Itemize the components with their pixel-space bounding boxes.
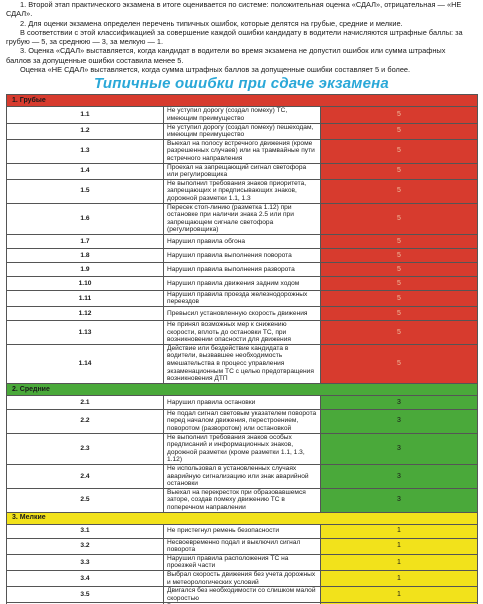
- table-row: [7, 123, 478, 139]
- row-description: Не пристегнул ремень безопасности: [164, 524, 321, 538]
- row-description: Не уступил дорогу (создал помеху) пешеходам, имеющим преимущество: [164, 123, 321, 139]
- row-description: Несвоевременно подал и выключил сигнал поворота: [164, 538, 321, 554]
- penalty-points: 3: [321, 395, 478, 409]
- table-row: [7, 179, 478, 203]
- row-description: Проехал на запрещающий сигнал светофора или регулировщика: [164, 163, 321, 179]
- penalty-points: 1: [321, 554, 478, 570]
- intro-paragraph-4: 3. Оценка «СДАЛ» выставляется, когда кандидат в водители во время экзамена не допустил ошибок или сумма штрафных баллов за допущенные ошибки составила менее 5.: [6, 46, 446, 65]
- penalty-points: 3: [321, 488, 478, 512]
- intro-paragraph-5: Оценка «НЕ СДАЛ» выставляется, когда сумма штрафных баллов за допущенные ошибки составляет 5 и более.: [20, 65, 411, 75]
- penalty-points: 1: [321, 524, 478, 538]
- page-title: Типичные ошибки при сдаче экзамена: [94, 75, 389, 93]
- row-number: 3.2: [7, 538, 164, 554]
- row-number: 1.4: [7, 163, 164, 179]
- row-number: 1.1: [7, 107, 164, 123]
- row-number: 1.14: [7, 344, 164, 383]
- row-description: Не использовал в установленных случаях аварийную сигнализацию или знак аварийной остановки: [164, 464, 321, 488]
- penalty-points: 5: [321, 262, 478, 276]
- row-description: Двигался без необходимости со слишком малой скоростью: [164, 587, 321, 603]
- row-description: Выехал на полосу встречного движения (кроме разрешенных случаев) или на трамвайные пути встречного направления: [164, 139, 321, 163]
- row-number: 1.7: [7, 234, 164, 248]
- row-description: Превысил установленную скорость движения: [164, 307, 321, 321]
- row-description: Нарушил правила движения задним ходом: [164, 276, 321, 290]
- table-row: [7, 554, 478, 570]
- errors-table: [6, 94, 478, 604]
- table-row: [7, 107, 478, 123]
- row-description: Нарушил правила расположения ТС на проезжей части: [164, 554, 321, 570]
- section-header: [7, 512, 478, 524]
- penalty-points: 3: [321, 409, 478, 433]
- section-header: [7, 95, 478, 107]
- table-row: [7, 290, 478, 306]
- table-row: [7, 488, 478, 512]
- row-number: 2.3: [7, 433, 164, 464]
- table-row: [7, 395, 478, 409]
- table-row: [7, 587, 478, 603]
- table-row: [7, 248, 478, 262]
- intro-paragraph-1: 1. Второй этап практического экзамена в итоге оценивается по системе: положительная оценка «СДАЛ», отрицательная — «НЕ СДАЛ».: [6, 0, 462, 19]
- table-row: [7, 433, 478, 464]
- row-number: 1.3: [7, 139, 164, 163]
- row-number: 2.4: [7, 464, 164, 488]
- row-number: 3.1: [7, 524, 164, 538]
- penalty-points: 5: [321, 248, 478, 262]
- row-number: 1.9: [7, 262, 164, 276]
- row-description: Нарушил правила выполнения разворота: [164, 262, 321, 276]
- row-description: Нарушил правила проезда железнодорожных переездов: [164, 290, 321, 306]
- row-description: Не уступил дорогу (создал помеху) ТС, имеющим преимущество: [164, 107, 321, 123]
- table-row: [7, 163, 478, 179]
- row-number: 1.13: [7, 321, 164, 345]
- row-number: 1.8: [7, 248, 164, 262]
- penalty-points: 5: [321, 203, 478, 234]
- row-number: 2.2: [7, 409, 164, 433]
- row-description: Не выполнил требования знаков особых предписаний и информационных знаков, дорожной разметки (кроме разметки 1.1, 1.3, 1.12): [164, 433, 321, 464]
- row-number: 2.1: [7, 395, 164, 409]
- intro-paragraph-2: 2. Для оценки экзамена определен перечень типичных ошибок, которые делятся на грубые, средние и мелкие.: [20, 18, 403, 28]
- table-row: [7, 464, 478, 488]
- table-row: [7, 139, 478, 163]
- row-number: 3.5: [7, 587, 164, 603]
- penalty-points: 5: [321, 234, 478, 248]
- row-description: Не принял возможных мер к снижению скорости, вплоть до остановки ТС, при возникновении опасности для движения: [164, 321, 321, 345]
- row-number: 1.12: [7, 307, 164, 321]
- intro-block: [0, 0, 483, 74]
- section-title: 3. Мелкие: [7, 512, 478, 524]
- penalty-points: 5: [321, 307, 478, 321]
- intro-paragraph-3: В соответствии с этой классификацией за совершение каждой ошибки кандидату в водители начисляются штрафные баллы: за грубую — 5, за среднюю — 3, за мелкую — 1.: [6, 27, 463, 47]
- row-description: Не выполнил требования знаков приоритета, запрещающих и предписывающих знаков, дорожной разметки 1.1, 1.3: [164, 179, 321, 203]
- table-row: [7, 307, 478, 321]
- row-number: 1.11: [7, 290, 164, 306]
- row-description: Нарушил правила выполнения поворота: [164, 248, 321, 262]
- table-row: [7, 538, 478, 554]
- penalty-points: 5: [321, 290, 478, 306]
- table-row: [7, 570, 478, 586]
- table-row: [7, 262, 478, 276]
- row-description: Действие или бездействие кандидата в водители, вызвавшее необходимость вмешательства в процесс управления экзаменационным ТС с целью предотвращения возникновения ДТП: [164, 344, 321, 383]
- row-description: Выбрал скорость движения без учета дорожных и метеорологических условий: [164, 570, 321, 586]
- table-row: [7, 524, 478, 538]
- table-row: [7, 344, 478, 383]
- penalty-points: 1: [321, 570, 478, 586]
- row-number: 1.2: [7, 123, 164, 139]
- penalty-points: 1: [321, 587, 478, 603]
- penalty-points: 1: [321, 538, 478, 554]
- penalty-points: 5: [321, 107, 478, 123]
- section-title: 2. Средние: [7, 383, 478, 395]
- penalty-points: 5: [321, 179, 478, 203]
- section-header: [7, 383, 478, 395]
- penalty-points: 5: [321, 139, 478, 163]
- row-number: 1.6: [7, 203, 164, 234]
- row-number: 3.4: [7, 570, 164, 586]
- section-title: 1. Грубые: [7, 95, 478, 107]
- row-description: Нарушил правила остановки: [164, 395, 321, 409]
- penalty-points: 3: [321, 433, 478, 464]
- row-description: Нарушил правила обгона: [164, 234, 321, 248]
- row-number: 3.3: [7, 554, 164, 570]
- penalty-points: 5: [321, 276, 478, 290]
- table-row: [7, 276, 478, 290]
- table-row: [7, 203, 478, 234]
- row-number: 2.5: [7, 488, 164, 512]
- table-row: [7, 409, 478, 433]
- row-description: Выехал на перекресток при образовавшемся заторе, создав помеху движению ТС в поперечном направлении: [164, 488, 321, 512]
- penalty-points: 5: [321, 123, 478, 139]
- row-number: 1.5: [7, 179, 164, 203]
- row-description: Пересек стоп-линию (разметка 1.12) при остановке при наличии знака 2.5 или при запрещающем сигнале светофора (регулировщика): [164, 203, 321, 234]
- penalty-points: 5: [321, 344, 478, 383]
- row-description: Не подал сигнал световым указателем поворота перед началом движения, перестроением, поворотом (разворотом) или остановкой: [164, 409, 321, 433]
- penalty-points: 5: [321, 321, 478, 345]
- penalty-points: 3: [321, 464, 478, 488]
- table-row: [7, 234, 478, 248]
- row-number: 1.10: [7, 276, 164, 290]
- penalty-points: 5: [321, 163, 478, 179]
- table-row: [7, 321, 478, 345]
